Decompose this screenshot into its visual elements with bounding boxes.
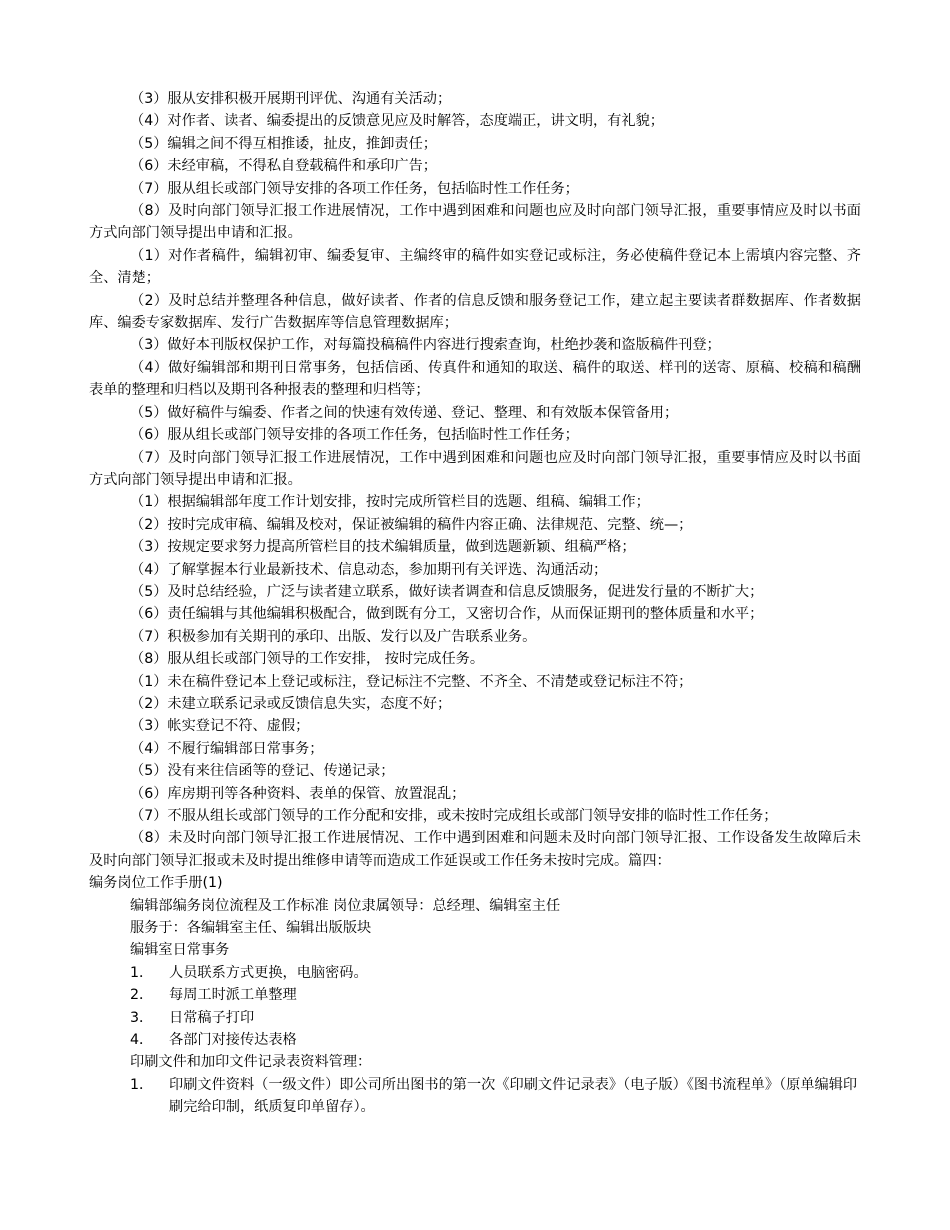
paragraph: （1）未在稿件登记本上登记或标注，登记标注不完整、不齐全、不清楚或登记标注不符； bbox=[130, 673, 693, 690]
paragraph: （4）对作者、读者、编委提出的反馈意见应及时解答，态度端正，讲文明，有礼貌； bbox=[130, 113, 664, 130]
paragraph: （7）积极参加有关期刊的承印、出版、发行以及广告联系业务。 bbox=[130, 628, 537, 645]
paragraph: （3）做好本刊版权保护工作，对每篇投稿稿件内容进行搜索查询，杜绝抄袭和盗版稿件刊登； bbox=[130, 337, 721, 354]
list-number: 4． bbox=[130, 1032, 154, 1049]
paragraph: （5）做好稿件与编委、作者之间的快速有效传递、登记、整理、和有效版本保管备用； bbox=[130, 404, 679, 421]
paragraph: （1）根据编辑部年度工作计划安排，按时完成所管栏目的选题、组稿、编辑工作； bbox=[130, 494, 650, 511]
paragraph: （4）了解掌握本行业最新技术、信息动态，参加期刊有关评选、沟通活动； bbox=[130, 561, 608, 578]
list-text: 印刷文件资料（一级文件）即公司所出图书的第一次《印刷文件记录表》（电子版）《图书流程单》（原单编辑印刷完给印制，纸质复印单留存）。 bbox=[169, 1076, 858, 1116]
paragraph: （5）没有来往信函等的登记、传递记录； bbox=[130, 763, 395, 780]
list-number: 3． bbox=[130, 1009, 154, 1026]
paragraph: （8）未及时向部门领导汇报工作进展情况、工作中遇到困难和问题未及时向部门领导汇报、工作设备发生故障后未及时向部门领导汇报或未及时提出维修申请等而造成工作延误或工作任务未按时完成。篇四： bbox=[89, 830, 861, 869]
paragraph: （7）不服从组长或部门领导的工作分配和安排，或未按时完成组长或部门领导安排的临时性工作任务； bbox=[130, 808, 778, 824]
paragraph: （4）不履行编辑部日常事务； bbox=[130, 740, 324, 757]
paragraph: （7）服从组长或部门领导安排的各项工作任务，包括临时性工作任务； bbox=[130, 180, 579, 197]
daily-tasks-list bbox=[89, 962, 861, 1052]
paragraph: （6）库房期刊等各种资料、表单的保管、放置混乱； bbox=[130, 785, 466, 802]
doc-line: 编辑部编务岗位流程及工作标准 岗位隶属领导：总经理、编辑室主任 bbox=[130, 897, 561, 914]
paragraph: （6）责任编辑与其他编辑积极配合，做到既有分工，又密切合作，从而保证期刊的整体质量和水平； bbox=[130, 606, 764, 623]
paragraph: （6）服从组长或部门领导安排的各项工作任务，包括临时性工作任务； bbox=[130, 427, 579, 444]
list-item bbox=[89, 1007, 861, 1029]
list-item bbox=[89, 1029, 861, 1051]
list-item bbox=[89, 962, 861, 984]
print-files-list bbox=[89, 1074, 861, 1119]
list-text: 每周工时派工单整理 bbox=[169, 987, 297, 1004]
list-number: 1． bbox=[130, 964, 154, 981]
paragraph: （5）及时总结经验，广泛与读者建立联系，做好读者调查和信息反馈服务，促进发行量的不断扩大； bbox=[130, 583, 764, 600]
doc-line: 服务于：各编辑室主任、编辑出版版块 bbox=[130, 920, 372, 937]
paragraph: （1）对作者稿件，编辑初审、编委复审、主编终审的稿件如实登记或标注，务必使稿件登记本上需填内容完整、齐全、清楚； bbox=[89, 247, 861, 287]
list-text: 人员联系方式更换，电脑密码。 bbox=[169, 964, 368, 981]
paragraph: （8）及时向部门领导汇报工作进展情况，工作中遇到困难和问题也应及时向部门领导汇报，重要事情应及时以书面方式向部门领导提出申请和汇报。 bbox=[89, 203, 861, 242]
list-item bbox=[89, 984, 861, 1006]
paragraph: （7）及时向部门领导汇报工作进展情况，工作中遇到困难和问题也应及时向部门领导汇报，重要事情应及时以书面方式向部门领导提出申请和汇报。 bbox=[89, 449, 861, 488]
list-text: 各部门对接传达表格 bbox=[169, 1032, 297, 1049]
paragraph: （5）编辑之间不得互相推诿，扯皮，推卸责任； bbox=[130, 135, 437, 152]
paragraph: （2）未建立联系记录或反馈信息失实，态度不好； bbox=[130, 695, 452, 712]
paragraph: （2）按时完成审稿、编辑及校对，保证被编辑的稿件内容正确、法律规范、完整、统—； bbox=[130, 516, 693, 533]
paragraph: （3）帐实登记不符、虚假； bbox=[130, 718, 310, 735]
section-title: 编务岗位工作手册(1) bbox=[89, 875, 223, 892]
paragraph: （3）服从安排积极开展期刊评优、沟通有关活动； bbox=[130, 91, 452, 107]
paragraph: （3）按规定要求努力提高所管栏目的技术编辑质量，做到选题新颖、组稿严格； bbox=[130, 539, 636, 556]
doc-line: 编辑室日常事务 bbox=[130, 942, 230, 959]
paragraph: （4）做好编辑部和期刊日常事务，包括信函、传真件和通知的取送、稿件的取送、样刊的送寄、原稿、校稿和稿酬表单的整理和归档以及期刊各种报表的整理和归档等； bbox=[89, 359, 861, 399]
list-number: 2． bbox=[130, 987, 154, 1004]
list-text: 日常稿子打印 bbox=[169, 1009, 255, 1026]
list-item bbox=[89, 1074, 861, 1119]
paragraph: （2）及时总结并整理各种信息，做好读者、作者的信息反馈和服务登记工作，建立起主要读者群数据库、作者数据库、编委专家数据库、发行广告数据库等信息管理数据库； bbox=[89, 292, 861, 332]
paragraph: （8）服从组长或部门领导的工作安排， 按时完成任务。 bbox=[130, 651, 485, 668]
paragraph: （6）未经审稿，不得私自登载稿件和承印广告； bbox=[130, 158, 437, 175]
document-body bbox=[89, 88, 861, 1119]
doc-line: 印刷文件和加印文件记录表资料管理： bbox=[130, 1054, 372, 1071]
list-number: 1． bbox=[130, 1076, 154, 1093]
